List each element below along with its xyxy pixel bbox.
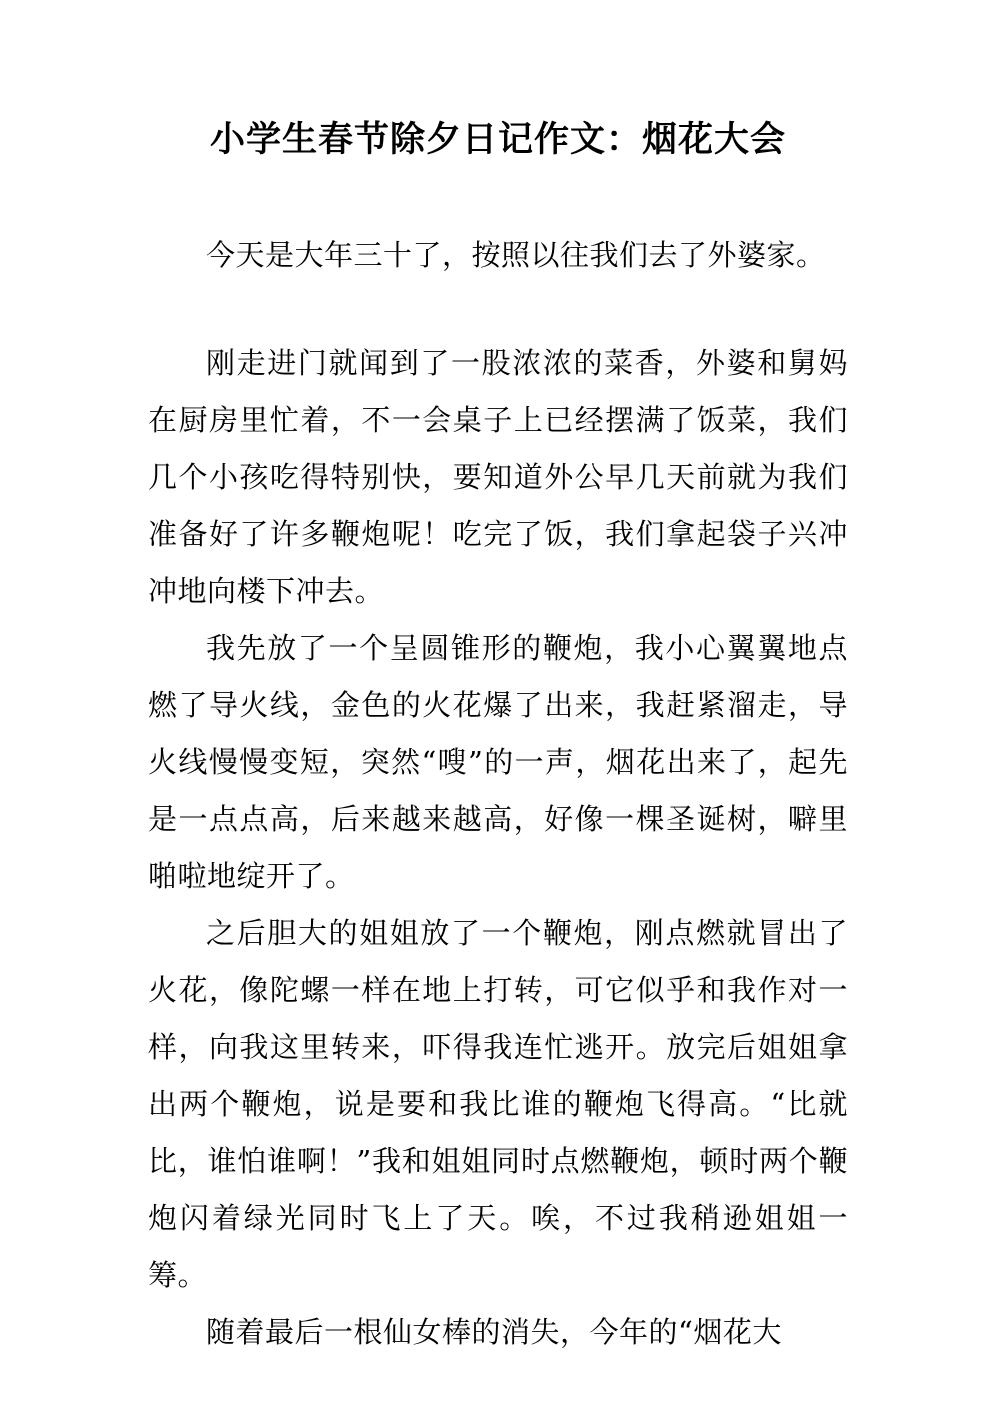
paragraph-4: 之后胆大的姐姐放了一个鞭炮，刚点燃就冒出了火花，像陀螺一样在地上打转，可它似乎和我作对一样，向我这里转来，吓得我连忙逃开。放完后姐姐拿出两个鞭炮，说是要和我比谁的鞭炮飞得高。“比就比，谁怕谁啊！”我和姐姐同时点燃鞭炮，顿时两个鞭炮闪着绿光同时飞上了天。唉，不过我稍逊姐姐一筹。	[148, 915, 848, 1292]
paragraph-5: 随着最后一根仙女棒的消失，今年的“烟花大	[206, 1314, 782, 1349]
paragraph-3: 我先放了一个呈圆锥形的鞭炮，我小心翼翼地点燃了导火线，金色的火花爆了出来，我赶紧溜走，导火线慢慢变短，突然“嗖”的一声，烟花出来了，起先是一点点高，后来越来越高，好像一棵圣诞树，噼里啪啦地绽开了。	[148, 630, 848, 893]
paragraph-2: 刚走进门就闻到了一股浓浓的菜香，外婆和舅妈在厨房里忙着，不一会桌子上已经摆满了饭菜，我们几个小孩吃得特别快，要知道外公早几天前就为我们准备好了许多鞭炮呢！吃完了饭，我们拿起袋子兴冲冲地向楼下冲去。	[148, 345, 848, 608]
paragraph-1: 今天是大年三十了，按照以往我们去了外婆家。	[206, 237, 826, 272]
document-body	[148, 0, 848, 1361]
page-title: 小学生春节除夕日记作文：烟花大会	[209, 120, 786, 160]
